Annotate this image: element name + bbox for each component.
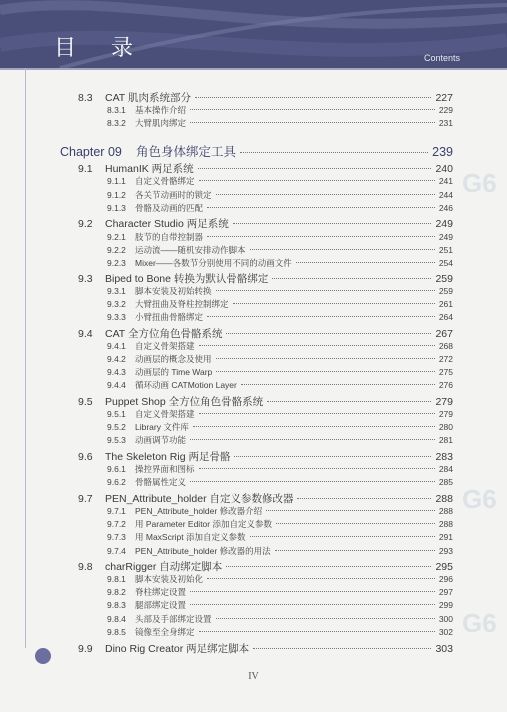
toc-entry-page: 293 (438, 546, 453, 556)
toc-subsection-row[interactable] (107, 104, 453, 116)
toc-entry-page: 272 (438, 354, 453, 364)
toc-section-row[interactable] (78, 641, 453, 656)
toc-subsection-row[interactable] (107, 189, 453, 201)
toc-leader-dots (190, 109, 435, 110)
toc-entry-title: PEN_Attribute_holder 修改器的用法 (135, 546, 271, 556)
toc-leader-dots (216, 290, 435, 291)
toc-entry-number: 9.4.3 (107, 367, 126, 377)
toc-leader-dots (199, 413, 435, 414)
toc-leader-dots (190, 439, 435, 440)
toc-entry-number: 9.4.1 (107, 341, 126, 351)
toc-leader-dots (195, 97, 432, 98)
toc-entry-page: 249 (435, 218, 453, 230)
toc-entry-number: 9.3.1 (107, 286, 126, 296)
toc-entry-title: 大臂扭曲及脊柱控制绑定 (135, 299, 229, 309)
toc-entry-page: 261 (438, 299, 453, 309)
toc-entry-number: 9.8.3 (107, 600, 126, 610)
toc-leader-dots (267, 401, 431, 402)
toc-entry-page: 288 (435, 493, 453, 505)
toc-entry-title: 动画层的 Time Warp (135, 367, 213, 377)
toc-entry-page: 279 (435, 396, 453, 408)
toc-subsection-row[interactable] (107, 586, 453, 598)
toc-entry-number: 9.1 (78, 163, 93, 175)
toc-entry-number: 9.7.4 (107, 546, 126, 556)
toc-entry-title: HumanIK 两足系统 (105, 163, 194, 175)
toc-leader-dots (276, 523, 435, 524)
toc-entry-title: 各关节动画时的锁定 (135, 190, 212, 200)
toc-leader-dots (240, 152, 428, 153)
toc-subsection-row[interactable] (107, 257, 453, 269)
toc-section-row[interactable] (78, 326, 453, 341)
toc-entry-number: 9.1.2 (107, 190, 126, 200)
toc-entry-title: 角色身体绑定工具 (136, 145, 237, 159)
toc-subsection-row[interactable] (107, 476, 453, 488)
toc-chapter-row[interactable] (60, 142, 453, 160)
toc-entry-number: 9.8.5 (107, 627, 126, 637)
toc-entry-page: 268 (438, 341, 453, 351)
toc-entry-title: 腿部绑定设置 (135, 600, 187, 610)
toc-entry-number: 9.2.1 (107, 232, 126, 242)
toc-leader-dots (272, 278, 431, 279)
toc-entry-title: Library 文件库 (135, 422, 189, 432)
toc-leader-dots (233, 303, 435, 304)
toc-subsection-row[interactable] (107, 298, 453, 310)
toc-entry-number: 9.3.3 (107, 312, 126, 322)
toc-leader-dots (297, 498, 431, 499)
toc-entry-number: 9.7.2 (107, 519, 126, 529)
toc-entry-page: 283 (435, 451, 453, 463)
toc-leader-dots (193, 426, 435, 427)
toc-leader-dots (199, 631, 435, 632)
page-title: 目 录 (54, 36, 147, 61)
toc-leader-dots (198, 168, 432, 169)
toc-entry-page: 240 (435, 163, 453, 175)
toc-entry-page: 302 (438, 627, 453, 637)
toc-entry-number: 9.8.4 (107, 614, 126, 624)
toc-entry-number: 9.3 (78, 273, 93, 285)
toc-entry-number: 9.7 (78, 493, 93, 505)
toc-entry-page: 267 (435, 328, 453, 340)
toc-leader-dots (226, 333, 431, 334)
toc-entry-page: 251 (438, 245, 453, 255)
toc-leader-dots (216, 358, 435, 359)
toc-leader-dots (250, 536, 435, 537)
toc-entry-title: 自定义骨架搭建 (135, 341, 195, 351)
toc-subsection-row[interactable] (107, 285, 453, 297)
toc-subsection-row[interactable] (107, 545, 453, 557)
toc-entry-number: 9.2.3 (107, 258, 126, 268)
toc-entry-title: 操控界面和图标 (135, 464, 195, 474)
toc-entry-number: 9.8.1 (107, 574, 126, 584)
toc-subsection-row[interactable] (107, 175, 453, 187)
toc-entry-title: Mixer——各数节分别使用不同的动画文件 (135, 258, 292, 268)
toc-subsection-row[interactable] (107, 518, 453, 530)
toc-entry-title: 自定义骨架搭建 (135, 409, 195, 419)
toc-section-row[interactable] (78, 90, 453, 105)
toc-entry-number: 9.1.1 (107, 176, 126, 186)
toc-entry-title: charRigger 自动绑定脚本 (105, 561, 223, 573)
toc-entry-number: 9.9 (78, 643, 93, 655)
toc-entry-page: 296 (438, 574, 453, 584)
toc-entry-page: 284 (438, 464, 453, 474)
toc-entry-page: 281 (438, 435, 453, 445)
toc-entry-title: 自定义骨骼绑定 (135, 176, 195, 186)
toc-entry-page: 303 (435, 643, 453, 655)
toc-subsection-row[interactable] (107, 626, 453, 638)
toc-section-row[interactable] (78, 559, 453, 574)
toc-entry-title: PEN_Attribute_holder 修改器介绍 (135, 506, 263, 516)
toc-entry-number: 9.5 (78, 396, 93, 408)
toc-subsection-row[interactable] (107, 353, 453, 365)
toc-entry-page: 291 (438, 532, 453, 542)
toc-entry-title: 脚本安装及初始转换 (135, 286, 212, 296)
toc-entry-page: 249 (438, 232, 453, 242)
toc-section-row[interactable] (78, 449, 453, 464)
toc-entry-page: 244 (438, 190, 453, 200)
toc-entry-page: 264 (438, 312, 453, 322)
toc-entry-page: 254 (438, 258, 453, 268)
watermark-graphic: G6 (462, 168, 497, 198)
toc-entry-number: Chapter 09 (60, 145, 122, 159)
toc-leader-dots (190, 604, 435, 605)
toc-leader-dots (226, 566, 431, 567)
toc-entry-number: 9.5.1 (107, 409, 126, 419)
toc-entry-page: 229 (438, 105, 453, 115)
toc-subsection-row[interactable] (107, 244, 453, 256)
toc-leader-dots (275, 550, 435, 551)
toc-entry-number: 9.4 (78, 328, 93, 340)
toc-section-row[interactable] (78, 394, 453, 409)
toc-entry-number: 9.5.3 (107, 435, 126, 445)
toc-leader-dots (266, 510, 435, 511)
toc-entry-title: 骨骼及动画的匹配 (135, 203, 204, 213)
toc-entry-title: 小臂扭曲骨骼绑定 (135, 312, 204, 322)
toc-entry-title: 骨骼属性定义 (135, 477, 187, 487)
watermark-graphic: G6 (462, 608, 497, 638)
toc-entry-number: 9.6 (78, 451, 93, 463)
toc-section-row[interactable] (78, 216, 453, 231)
toc-section-row[interactable] (78, 271, 453, 286)
toc-subsection-row[interactable] (107, 366, 453, 378)
toc-entry-title: 运动流——随机安排动作脚本 (135, 245, 246, 255)
toc-entry-title: 大臂肌肉绑定 (135, 118, 187, 128)
toc-entry-page: 231 (438, 118, 453, 128)
toc-leader-dots (253, 648, 431, 649)
toc-entry-title: The Skeleton Rig 两足骨骼 (105, 451, 231, 463)
toc-entry-page: 285 (438, 477, 453, 487)
toc-entry-title: 动画调节功能 (135, 435, 187, 445)
toc-entry-number: 9.8 (78, 561, 93, 573)
toc-entry-number: 9.2.2 (107, 245, 126, 255)
toc-entry-number: 9.3.2 (107, 299, 126, 309)
toc-entry-title: 脊柱绑定设置 (135, 587, 187, 597)
toc-subsection-row[interactable] (107, 505, 453, 517)
toc-entry-page: 275 (438, 367, 453, 377)
watermark-graphic: G6 (462, 484, 497, 514)
toc-entry-number: 9.7.1 (107, 506, 126, 516)
toc-leader-dots (207, 207, 435, 208)
toc-leader-dots (207, 578, 435, 579)
toc-section-row[interactable] (78, 161, 453, 176)
toc-entry-title: Dino Rig Creator 两足绑定脚本 (105, 643, 250, 655)
toc-entry-page: 299 (438, 600, 453, 610)
toc-entry-title: 循环动画 CATMotion Layer (135, 380, 237, 390)
toc-section-row[interactable] (78, 491, 453, 506)
toc-subsection-row[interactable] (107, 311, 453, 323)
toc-subsection-row[interactable] (107, 613, 453, 625)
toc-entry-title: 用 MaxScript 添加自定义参数 (135, 532, 246, 542)
toc-leader-dots (190, 591, 435, 592)
toc-entry-number: 9.2 (78, 218, 93, 230)
toc-entry-title: 基本操作介绍 (135, 105, 187, 115)
toc-subsection-row[interactable] (107, 573, 453, 585)
toc-entry-title: Puppet Shop 全方位角色骨骼系统 (105, 396, 264, 408)
toc-subsection-row[interactable] (107, 434, 453, 446)
toc-leader-dots (296, 262, 435, 263)
toc-entry-number: 8.3.2 (107, 118, 126, 128)
toc-leader-dots (199, 468, 435, 469)
toc-subsection-row[interactable] (107, 408, 453, 420)
toc-entry-title: Character Studio 两足系统 (105, 218, 229, 230)
toc-entry-number: 9.8.2 (107, 587, 126, 597)
toc-entry-page: 295 (435, 561, 453, 573)
toc-leader-dots (241, 384, 435, 385)
toc-entry-page: 259 (438, 286, 453, 296)
toc-entry-title: 脚本安装及初始化 (135, 574, 204, 584)
toc-entry-number: 9.4.2 (107, 354, 126, 364)
toc-subsection-row[interactable] (107, 231, 453, 243)
toc-entry-title: 镜像至全身绑定 (135, 627, 195, 637)
toc-leader-dots (250, 249, 435, 250)
toc-subsection-row[interactable] (107, 421, 453, 433)
toc-entry-page: 246 (438, 203, 453, 213)
toc-entry-page: 276 (438, 380, 453, 390)
toc-subsection-row[interactable] (107, 340, 453, 352)
toc-leader-dots (234, 456, 431, 457)
toc-entry-page: 288 (438, 519, 453, 529)
toc-subsection-row[interactable] (107, 117, 453, 129)
toc-subsection-row[interactable] (107, 379, 453, 391)
toc-entry-number: 9.6.2 (107, 477, 126, 487)
toc-entry-number: 9.7.3 (107, 532, 126, 542)
toc-entry-page: 297 (438, 587, 453, 597)
page-subtitle: Contents (423, 53, 460, 63)
toc-entry-page: 227 (435, 92, 453, 104)
toc-entry-title: 头部及手部绑定设置 (135, 614, 212, 624)
toc-entry-title: PEN_Attribute_holder 自定义参数修改器 (105, 493, 294, 505)
toc-leader-dots (199, 180, 435, 181)
toc-entry-title: 动画层的概念及使用 (135, 354, 212, 364)
toc-leader-dots (207, 236, 435, 237)
toc-entry-number: 9.5.2 (107, 422, 126, 432)
toc-subsection-row[interactable] (107, 202, 453, 214)
toc-entry-title: CAT 全方位角色骨骼系统 (105, 328, 223, 340)
toc-entry-title: Biped to Bone 转换为默认骨骼绑定 (105, 273, 269, 285)
toc-entry-page: 241 (438, 176, 453, 186)
toc-leader-dots (190, 481, 435, 482)
toc-leader-dots (190, 122, 435, 123)
page-number: IV (248, 671, 259, 682)
toc-leader-dots (233, 223, 432, 224)
toc-entry-page: 280 (438, 422, 453, 432)
toc-entry-title: 用 Parameter Editor 添加自定义参数 (135, 519, 272, 529)
toc-entry-title: CAT 肌肉系统部分 (105, 92, 191, 104)
toc-subsection-row[interactable] (107, 463, 453, 475)
toc-entry-number: 8.3.1 (107, 105, 126, 115)
toc-entry-page: 259 (435, 273, 453, 285)
toc-entry-number: 9.6.1 (107, 464, 126, 474)
toc-subsection-row[interactable] (107, 599, 453, 611)
toc-entry-title: 肢节的自带控制器 (135, 232, 204, 242)
toc-subsection-row[interactable] (107, 531, 453, 543)
toc-entry-page: 300 (438, 614, 453, 624)
toc-entry-page: 239 (432, 145, 453, 159)
toc-leader-dots (216, 618, 435, 619)
toc-entry-number: 9.4.4 (107, 380, 126, 390)
toc-entry-page: 288 (438, 506, 453, 516)
toc-entry-number: 9.1.3 (107, 203, 126, 213)
toc-leader-dots (216, 371, 435, 372)
toc-entry-number: 8.3 (78, 92, 93, 104)
toc-leader-dots (207, 316, 435, 317)
toc-entry-page: 279 (438, 409, 453, 419)
toc-leader-dots (199, 345, 435, 346)
toc-leader-dots (216, 194, 435, 195)
